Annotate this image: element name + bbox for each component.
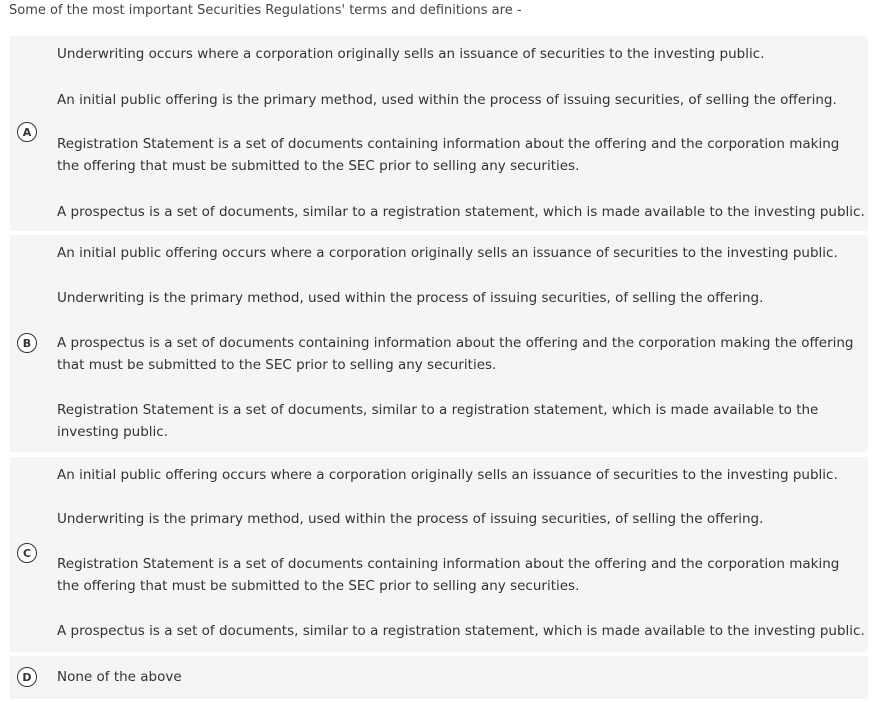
option-statement: An initial public offering is the primary method, used within the process of issuing securities, of selling the offering.	[57, 92, 837, 108]
option-statement: An initial public offering occurs where a corporation originally sells an issuance of securities to the investing public.	[57, 467, 838, 483]
option-statement: Underwriting is the primary method, used within the process of issuing securities, of selling the offering.	[57, 511, 764, 527]
option-statement: A prospectus is a set of documents, similar to a registration statement, which is made available to the investing public.	[57, 623, 865, 639]
option-statement: Registration Statement is a set of documents containing information about the offering and the corporation making the offering that must be submitted to the SEC prior to selling any securities.	[57, 556, 840, 594]
option-statement: None of the above	[57, 669, 182, 685]
option-statement: Underwriting is the primary method, used within the process of issuing securities, of selling the offering.	[57, 290, 764, 306]
option-statement: A prospectus is a set of documents containing information about the offering and the corporation making the offering that must be submitted to the SEC prior to selling any securities.	[57, 335, 854, 373]
answer-option-d[interactable]	[10, 656, 868, 699]
option-letter-badge[interactable]: D	[17, 667, 37, 687]
question-text: Some of the most important Securities Regulations' terms and definitions are -	[9, 3, 522, 18]
option-statement: Underwriting occurs where a corporation originally sells an issuance of securities to the investing public.	[57, 46, 765, 62]
option-letter-badge[interactable]: B	[17, 333, 37, 353]
option-letter-badge[interactable]: C	[17, 543, 37, 563]
option-statement: A prospectus is a set of documents, similar to a registration statement, which is made available to the investing public.	[57, 204, 865, 220]
answer-option-c[interactable]	[10, 457, 868, 652]
option-statement: Registration Statement is a set of documents containing information about the offering and the corporation making the offering that must be submitted to the SEC prior to selling any securities.	[57, 136, 840, 174]
option-statement: Registration Statement is a set of documents, similar to a registration statement, which is made available to the investing public.	[57, 402, 819, 440]
answer-option-a[interactable]	[10, 36, 868, 231]
answer-option-b[interactable]	[10, 235, 868, 452]
option-letter-badge[interactable]: A	[17, 122, 37, 142]
option-statement: An initial public offering occurs where a corporation originally sells an issuance of securities to the investing public.	[57, 245, 838, 261]
